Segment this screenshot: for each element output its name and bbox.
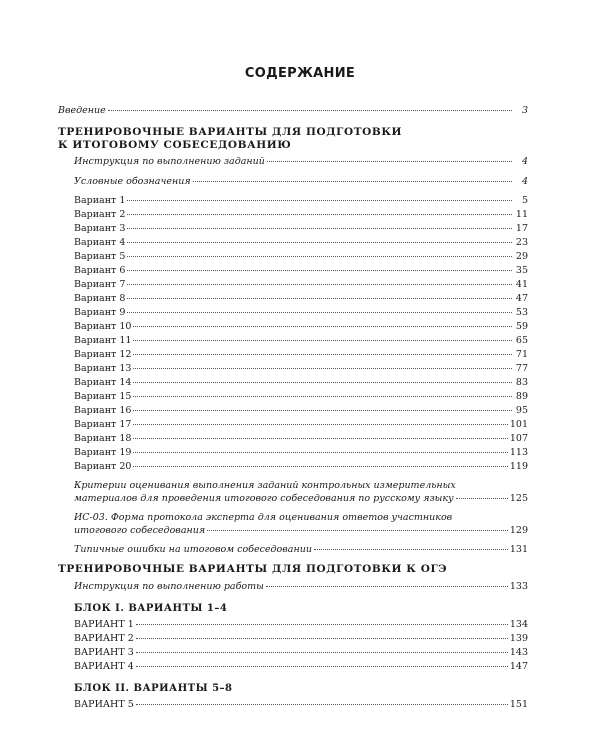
toc-entry-variant[interactable] xyxy=(58,362,528,376)
toc-entry-intro[interactable] xyxy=(58,104,528,118)
leader-dots xyxy=(136,638,508,639)
toc-entry-label: ИС-03. Форма протокола эксперта для оценивания ответов участников xyxy=(74,512,453,523)
toc-entry-label: ВАРИАНТ 5 xyxy=(74,699,134,710)
toc-entry-label: Инструкция по выполнению заданий xyxy=(74,156,265,167)
variant-list xyxy=(58,618,528,674)
toc-entry-label: Вариант 18 xyxy=(74,433,132,444)
toc-entry-page: 29 xyxy=(515,251,528,262)
leader-dots xyxy=(133,452,507,453)
toc-entry-label: Вариант 8 xyxy=(74,293,126,304)
toc-entry-variant[interactable] xyxy=(58,460,528,474)
toc-entry-protocol[interactable] xyxy=(58,511,528,537)
table-of-contents xyxy=(58,104,528,712)
toc-entry-criteria[interactable] xyxy=(58,479,528,505)
toc-entry-page: 134 xyxy=(509,619,528,630)
toc-entry-label: Введение xyxy=(58,105,106,116)
leader-dots xyxy=(456,498,508,499)
toc-entry-page: 151 xyxy=(509,699,528,710)
leader-dots xyxy=(136,624,508,625)
toc-entry-errors[interactable] xyxy=(58,543,528,557)
leader-dots xyxy=(133,382,512,383)
leader-dots xyxy=(267,161,512,162)
toc-entry-variant[interactable] xyxy=(58,632,528,646)
toc-entry-page: 125 xyxy=(509,493,528,504)
leader-dots xyxy=(207,530,508,531)
toc-entry-label: Вариант 13 xyxy=(74,363,132,374)
page-title: СОДЕРЖАНИЕ xyxy=(244,66,356,81)
block-heading: БЛОК I. ВАРИАНТЫ 1–4 xyxy=(74,603,228,614)
toc-entry-label: Вариант 20 xyxy=(74,461,132,472)
toc-entry-variant[interactable] xyxy=(58,194,528,208)
section-heading-line: К ИТОГОВОМУ СОБЕСЕДОВАНИЮ xyxy=(58,139,292,151)
toc-entry-page: 53 xyxy=(515,307,528,318)
toc-entry-instruction[interactable] xyxy=(58,580,528,594)
toc-entry-label: ВАРИАНТ 1 xyxy=(74,619,134,630)
leader-dots xyxy=(127,270,512,271)
toc-entry-label: ВАРИАНТ 4 xyxy=(74,661,134,672)
toc-entry-label: Критерии оценивания выполнения заданий контрольных измерительных xyxy=(74,480,456,491)
toc-entry-variant[interactable] xyxy=(58,208,528,222)
toc-entry-variant[interactable] xyxy=(58,264,528,278)
toc-entry-instruction[interactable] xyxy=(58,155,528,169)
toc-entry-page: 83 xyxy=(515,377,528,388)
toc-entry-page: 35 xyxy=(515,265,528,276)
toc-entry-variant[interactable] xyxy=(58,404,528,418)
leader-dots xyxy=(127,242,512,243)
toc-entry-page: 4 xyxy=(521,156,528,167)
toc-entry-page: 41 xyxy=(515,279,528,290)
toc-entry-variant[interactable] xyxy=(58,432,528,446)
toc-entry-page: 77 xyxy=(515,363,528,374)
toc-entry-label: Вариант 15 xyxy=(74,391,132,402)
toc-entry-page: 143 xyxy=(509,647,528,658)
toc-entry-variant[interactable] xyxy=(58,250,528,264)
toc-entry-label: Типичные ошибки на итоговом собеседовании xyxy=(74,544,312,555)
toc-entry-variant[interactable] xyxy=(58,292,528,306)
leader-dots xyxy=(127,298,512,299)
toc-entry-label: ВАРИАНТ 2 xyxy=(74,633,134,644)
toc-entry-label: Инструкция по выполнению работы xyxy=(74,581,264,592)
toc-entry-page: 23 xyxy=(515,237,528,248)
toc-entry-variant[interactable] xyxy=(58,320,528,334)
leader-dots xyxy=(127,200,512,201)
toc-entry-variant[interactable] xyxy=(58,306,528,320)
leader-dots xyxy=(133,438,507,439)
leader-dots xyxy=(127,256,512,257)
leader-dots xyxy=(133,326,512,327)
toc-entry-variant[interactable] xyxy=(58,418,528,432)
toc-entry-page: 101 xyxy=(509,419,528,430)
toc-entry-page: 89 xyxy=(515,391,528,402)
toc-entry-label: ВАРИАНТ 3 xyxy=(74,647,134,658)
toc-entry-page: 119 xyxy=(509,461,528,472)
leader-dots xyxy=(127,284,512,285)
toc-entry-page: 47 xyxy=(515,293,528,304)
toc-entry-label: Вариант 12 xyxy=(74,349,132,360)
toc-entry-variant[interactable] xyxy=(58,646,528,660)
leader-dots xyxy=(127,312,512,313)
toc-entry-page: 3 xyxy=(521,105,528,116)
variant-list xyxy=(58,194,528,474)
toc-entry-page: 129 xyxy=(509,525,528,536)
toc-entry-label: Вариант 6 xyxy=(74,265,126,276)
toc-entry-label: Вариант 11 xyxy=(74,335,132,346)
leader-dots xyxy=(136,666,508,667)
leader-dots xyxy=(133,424,507,425)
leader-dots xyxy=(133,368,512,369)
leader-dots xyxy=(133,410,512,411)
toc-entry-label: Вариант 4 xyxy=(74,237,126,248)
section-heading xyxy=(58,126,528,152)
toc-entry-page: 11 xyxy=(515,209,528,220)
leader-dots xyxy=(108,110,512,111)
leader-dots xyxy=(133,396,512,397)
toc-entry-page: 59 xyxy=(515,321,528,332)
toc-entry-page: 4 xyxy=(521,176,528,187)
toc-entry-page: 139 xyxy=(509,633,528,644)
leader-dots xyxy=(314,549,508,550)
leader-dots xyxy=(193,181,512,182)
toc-entry-label: Вариант 5 xyxy=(74,251,126,262)
toc-entry-page: 17 xyxy=(515,223,528,234)
toc-entry-page: 147 xyxy=(509,661,528,672)
toc-entry-label: Вариант 1 xyxy=(74,195,126,206)
leader-dots xyxy=(127,214,512,215)
toc-entry-label: Вариант 2 xyxy=(74,209,126,220)
toc-entry-variant[interactable] xyxy=(58,236,528,250)
toc-entry-legend[interactable] xyxy=(58,175,528,189)
leader-dots xyxy=(133,354,512,355)
leader-dots xyxy=(136,704,508,705)
toc-entry-variant[interactable] xyxy=(58,334,528,348)
toc-entry-variant[interactable] xyxy=(58,446,528,460)
toc-entry-variant[interactable] xyxy=(58,698,528,712)
toc-entry-variant[interactable] xyxy=(58,376,528,390)
toc-entry-page: 107 xyxy=(509,433,528,444)
leader-dots xyxy=(133,466,507,467)
toc-entry-label: Условные обозначения xyxy=(74,176,191,187)
leader-dots xyxy=(133,340,512,341)
toc-entry-variant[interactable] xyxy=(58,618,528,632)
toc-entry-page: 95 xyxy=(515,405,528,416)
block-heading: БЛОК II. ВАРИАНТЫ 5–8 xyxy=(74,683,233,694)
leader-dots xyxy=(266,586,508,587)
toc-entry-page: 71 xyxy=(515,349,528,360)
toc-entry-page: 133 xyxy=(509,581,528,592)
toc-entry-variant[interactable] xyxy=(58,222,528,236)
toc-entry-variant[interactable] xyxy=(58,278,528,292)
toc-entry-label: Вариант 9 xyxy=(74,307,126,318)
toc-entry-page: 65 xyxy=(515,335,528,346)
toc-entry-page: 131 xyxy=(509,544,528,555)
toc-entry-variant[interactable] xyxy=(58,660,528,674)
leader-dots xyxy=(136,652,508,653)
toc-entry-label: Вариант 16 xyxy=(74,405,132,416)
toc-entry-label: Вариант 19 xyxy=(74,447,132,458)
variant-list xyxy=(58,698,528,712)
toc-entry-label: Вариант 17 xyxy=(74,419,132,430)
toc-entry-label: Вариант 7 xyxy=(74,279,126,290)
toc-entry-label: итогового собеседования xyxy=(74,525,206,536)
toc-entry-label: материалов для проведения итогового собеседования по русскому языку xyxy=(74,493,454,504)
toc-entry-label: Вариант 14 xyxy=(74,377,132,388)
section-heading: ТРЕНИРОВОЧНЫЕ ВАРИАНТЫ ДЛЯ ПОДГОТОВКИ К ОГЭ xyxy=(58,563,448,575)
toc-entry-page: 5 xyxy=(521,195,528,206)
toc-entry-label: Вариант 3 xyxy=(74,223,126,234)
toc-entry-variant[interactable] xyxy=(58,390,528,404)
leader-dots xyxy=(127,228,512,229)
toc-entry-label: Вариант 10 xyxy=(74,321,132,332)
toc-entry-variant[interactable] xyxy=(58,348,528,362)
section-heading-line: ТРЕНИРОВОЧНЫЕ ВАРИАНТЫ ДЛЯ ПОДГОТОВКИ xyxy=(58,126,403,138)
toc-entry-page: 113 xyxy=(509,447,528,458)
